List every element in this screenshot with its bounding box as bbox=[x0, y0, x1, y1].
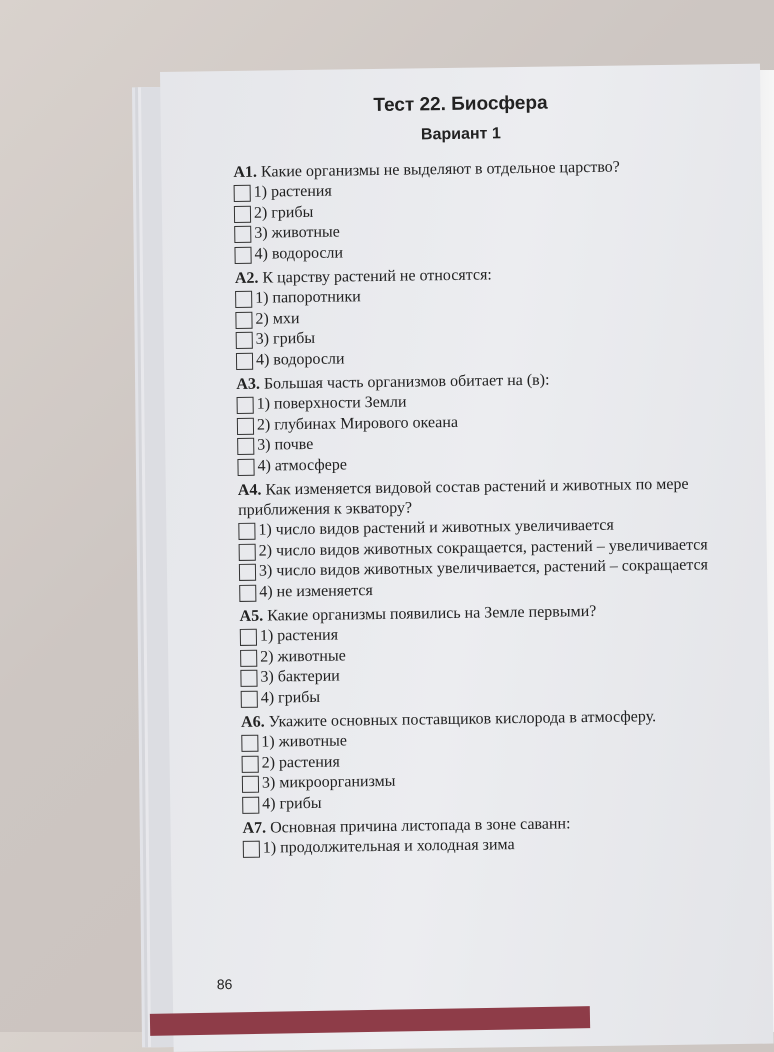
option-text: 4) водоросли bbox=[255, 349, 345, 369]
question-a6 bbox=[241, 706, 762, 815]
page-title: Тест 22. Биосфера bbox=[373, 92, 548, 117]
question-number: А6. bbox=[240, 713, 265, 731]
question-text: К царству растений не относятся: bbox=[262, 266, 492, 287]
question-a7 bbox=[242, 812, 763, 860]
answer-checkbox[interactable] bbox=[234, 226, 251, 243]
answer-checkbox[interactable] bbox=[234, 246, 251, 263]
answer-checkbox[interactable] bbox=[243, 841, 260, 858]
book-page bbox=[160, 64, 774, 1052]
answer-checkbox[interactable] bbox=[240, 649, 257, 666]
option-text: 4) водоросли bbox=[254, 243, 344, 263]
option-text: 1) растения bbox=[259, 626, 339, 645]
answer-checkbox[interactable] bbox=[238, 523, 255, 540]
question-number: А2. bbox=[234, 269, 259, 287]
question-number: А5. bbox=[239, 607, 264, 625]
answer-checkbox[interactable] bbox=[240, 670, 257, 687]
question-text: Укажите основных поставщиков кислорода в атмосферу. bbox=[268, 708, 657, 731]
option-text: 2) животные bbox=[260, 646, 346, 666]
answer-checkbox[interactable] bbox=[236, 332, 253, 349]
option-text: 4) грибы bbox=[260, 688, 321, 707]
answer-checkbox[interactable] bbox=[241, 735, 258, 752]
question-a4 bbox=[238, 474, 760, 603]
answer-checkbox[interactable] bbox=[235, 291, 252, 308]
answer-checkbox[interactable] bbox=[234, 185, 251, 202]
variant-title: Вариант 1 bbox=[420, 125, 501, 144]
option-text: 3) грибы bbox=[255, 329, 316, 348]
option-text: 3) бактерии bbox=[260, 667, 340, 686]
answer-checkbox[interactable] bbox=[237, 417, 254, 434]
question-list bbox=[233, 156, 763, 864]
option-text: 2) глубинах Мирового океана bbox=[256, 413, 459, 434]
question-text: Большая часть организмов обитает на (в): bbox=[263, 371, 550, 393]
option-text: 3) число видов животных увеличивается, растений – сокращается bbox=[258, 556, 709, 580]
option-text: 2) число видов животных сокращается, растений – увеличивается bbox=[258, 535, 708, 560]
option-text: 1) число видов растений и животных увеличивается bbox=[258, 516, 614, 539]
question-a1 bbox=[233, 156, 754, 265]
question-text: Какие организмы не выделяют в отдельное царство? bbox=[260, 158, 620, 181]
question-number: А7. bbox=[242, 819, 267, 837]
option-text: 2) мхи bbox=[255, 309, 300, 328]
option-text: 4) грибы bbox=[262, 794, 322, 813]
option-text: 3) микроорганизмы bbox=[261, 772, 396, 792]
option-text: 1) поверхности Земли bbox=[256, 393, 407, 413]
answer-checkbox[interactable] bbox=[239, 564, 256, 581]
answer-checkbox[interactable] bbox=[237, 458, 254, 475]
option-text: 1) растения bbox=[253, 182, 332, 201]
option-text: 2) растения bbox=[261, 753, 340, 772]
question-a3 bbox=[236, 368, 757, 477]
answer-checkbox[interactable] bbox=[242, 776, 259, 793]
page-number: 86 bbox=[216, 976, 233, 993]
question-number: А1. bbox=[233, 163, 258, 181]
option-text: 1) папоротники bbox=[255, 288, 361, 307]
option-text: 4) атмосфере bbox=[257, 455, 348, 475]
question-a2 bbox=[235, 262, 756, 371]
answer-checkbox[interactable] bbox=[239, 543, 256, 560]
question-text: Как изменяется видовой состав растений и животных по мере приближения к экватору? bbox=[238, 475, 689, 519]
question-number: А4. bbox=[237, 481, 262, 499]
answer-checkbox[interactable] bbox=[237, 438, 254, 455]
question-text: Основная причина листопада в зоне саванн: bbox=[270, 815, 571, 837]
option-text: 3) животные bbox=[254, 223, 340, 242]
answer-checkbox[interactable] bbox=[237, 397, 254, 414]
answer-checkbox[interactable] bbox=[235, 311, 252, 328]
option-text: 4) не изменяется bbox=[259, 581, 373, 601]
answer-checkbox[interactable] bbox=[239, 584, 256, 601]
answer-checkbox[interactable] bbox=[236, 352, 253, 369]
option-text: 1) продолжительная и холодная зима bbox=[262, 836, 515, 857]
answer-checkbox[interactable] bbox=[234, 205, 251, 222]
answer-checkbox[interactable] bbox=[240, 629, 257, 646]
question-a5 bbox=[239, 600, 760, 709]
answer-checkbox[interactable] bbox=[242, 755, 259, 772]
question-text: Какие организмы появились на Земле первыми? bbox=[267, 602, 597, 625]
option-text: 2) грибы bbox=[253, 203, 314, 222]
answer-checkbox[interactable] bbox=[242, 796, 259, 813]
question-number: А3. bbox=[236, 375, 261, 393]
answer-checkbox[interactable] bbox=[241, 690, 258, 707]
option-text: 1) животные bbox=[261, 732, 348, 751]
option-text: 3) почве bbox=[257, 435, 314, 454]
